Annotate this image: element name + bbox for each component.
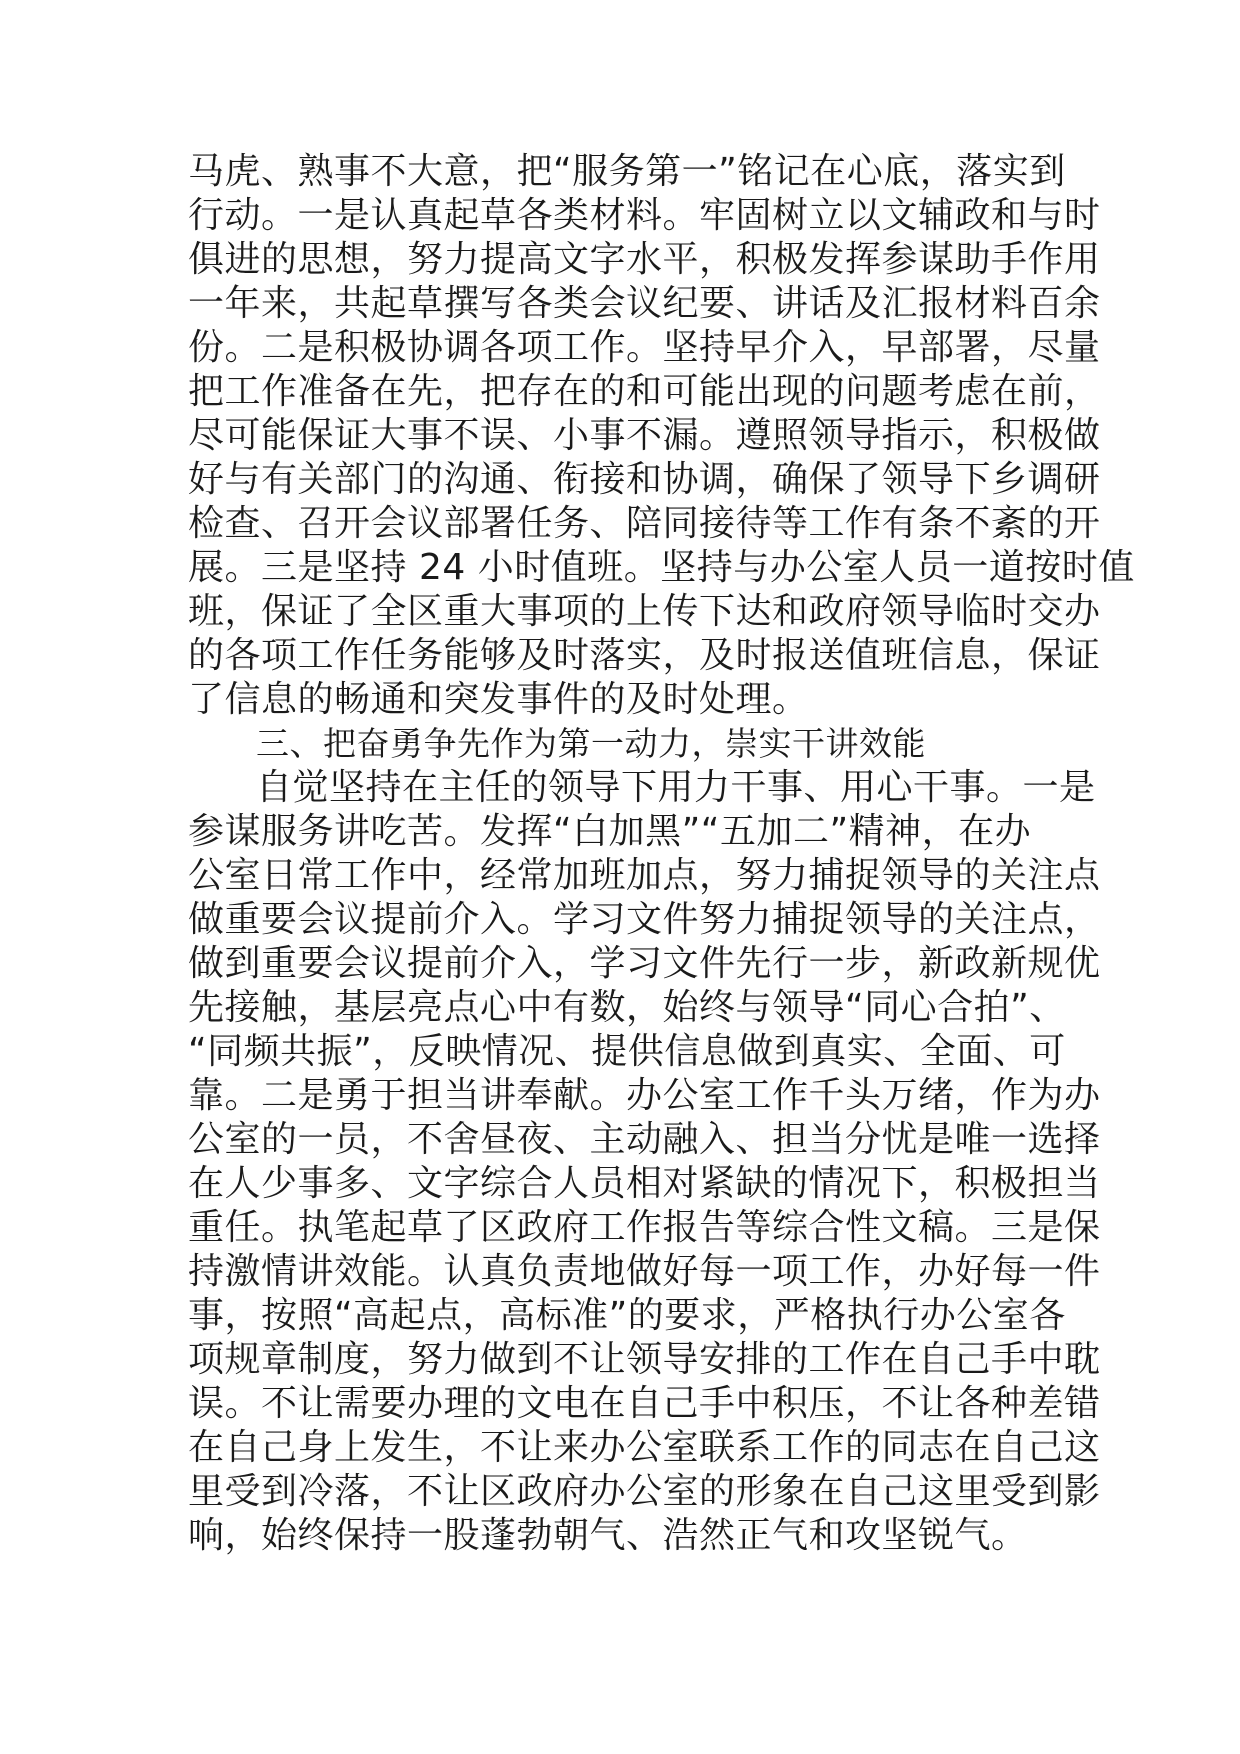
paragraph-line: 项规章制度，努力做到不让领导安排的工作在自己手中耽 [188, 1339, 1101, 1380]
paragraph-line: 事，按照“高起点，高标准”的要求，严格执行办公室各 [188, 1295, 1066, 1336]
paragraph-line: 公室日常工作中，经常加班加点，努力捕捉领导的关注点 [188, 855, 1101, 896]
paragraph-line: 的各项工作任务能够及时落实，及时报送值班信息，保证 [188, 635, 1101, 676]
paragraph-line: 行动。一是认真起草各类材料。牢固树立以文辅政和与时 [188, 195, 1101, 236]
paragraph-line: 做重要会议提前介入。学习文件努力捕捉领导的关注点， [188, 899, 1101, 940]
paragraph-line: 检查、召开会议部署任务、陪同接待等工作有条不紊的开 [188, 503, 1101, 544]
paragraph-line: 误。不让需要办理的文电在自己手中积压，不让各种差错 [188, 1383, 1101, 1424]
paragraph-line: 持激情讲效能。认真负责地做好每一项工作，办好每一件 [188, 1251, 1101, 1292]
paragraph-line: 好与有关部门的沟通、衔接和协调，确保了领导下乡调研 [188, 459, 1101, 500]
paragraph-line: 自觉坚持在主任的领导下用力干事、用心干事。一是 [256, 767, 1096, 808]
paragraph-line: 马虎、熟事不大意，把“服务第一”铭记在心底，落实到 [188, 151, 1066, 192]
paragraph-line: 份。二是积极协调各项工作。坚持早介入，早部署，尽量 [188, 327, 1101, 368]
paragraph-line: 展。三是坚持 24 小时值班。坚持与办公室人员一道按时值 [188, 547, 1135, 588]
paragraph-line: 在自己身上发生，不让来办公室联系工作的同志在自己这 [188, 1427, 1101, 1468]
paragraph-line: 班，保证了全区重大事项的上传下达和政府领导临时交办 [188, 591, 1101, 632]
paragraph-line: 俱进的思想，努力提高文字水平，积极发挥参谋助手作用 [188, 239, 1101, 280]
paragraph-line: 响，始终保持一股蓬勃朝气、浩然正气和攻坚锐气。 [188, 1515, 1028, 1556]
section-heading: 三、把奋勇争先作为第一动力，崇实干讲效能 [256, 724, 926, 763]
paragraph-line: 做到重要会议提前介入，学习文件先行一步，新政新规优 [188, 943, 1101, 984]
paragraph-line: 把工作准备在先，把存在的和可能出现的问题考虑在前， [188, 371, 1101, 412]
paragraph-line: 重任。执笔起草了区政府工作报告等综合性文稿。三是保 [188, 1207, 1101, 1248]
paragraph-line: 先接触，基层亮点心中有数，始终与领导“同心合拍”、 [188, 987, 1066, 1028]
paragraph-line: 在人少事多、文字综合人员相对紧缺的情况下，积极担当 [188, 1163, 1101, 1204]
paragraph-line: 尽可能保证大事不误、小事不漏。遵照领导指示，积极做 [188, 415, 1101, 456]
paragraph-line: 里受到冷落，不让区政府办公室的形象在自己这里受到影 [188, 1471, 1101, 1512]
paragraph-line: 了信息的畅通和突发事件的及时处理。 [188, 679, 809, 720]
document-body [188, 150, 1135, 1558]
paragraph-line: 一年来，共起草撰写各类会议纪要、讲话及汇报材料百余 [188, 283, 1101, 324]
paragraph-line: 公室的一员，不舍昼夜、主动融入、担当分忧是唯一选择 [188, 1119, 1101, 1160]
paragraph-line: “同频共振”，反映情况、提供信息做到真实、全面、可 [188, 1031, 1066, 1072]
paragraph-line: 靠。二是勇于担当讲奉献。办公室工作千头万绪，作为办 [188, 1075, 1101, 1116]
paragraph-line: 参谋服务讲吃苦。发挥“白加黑”“五加二”精神，在办 [188, 811, 1032, 852]
